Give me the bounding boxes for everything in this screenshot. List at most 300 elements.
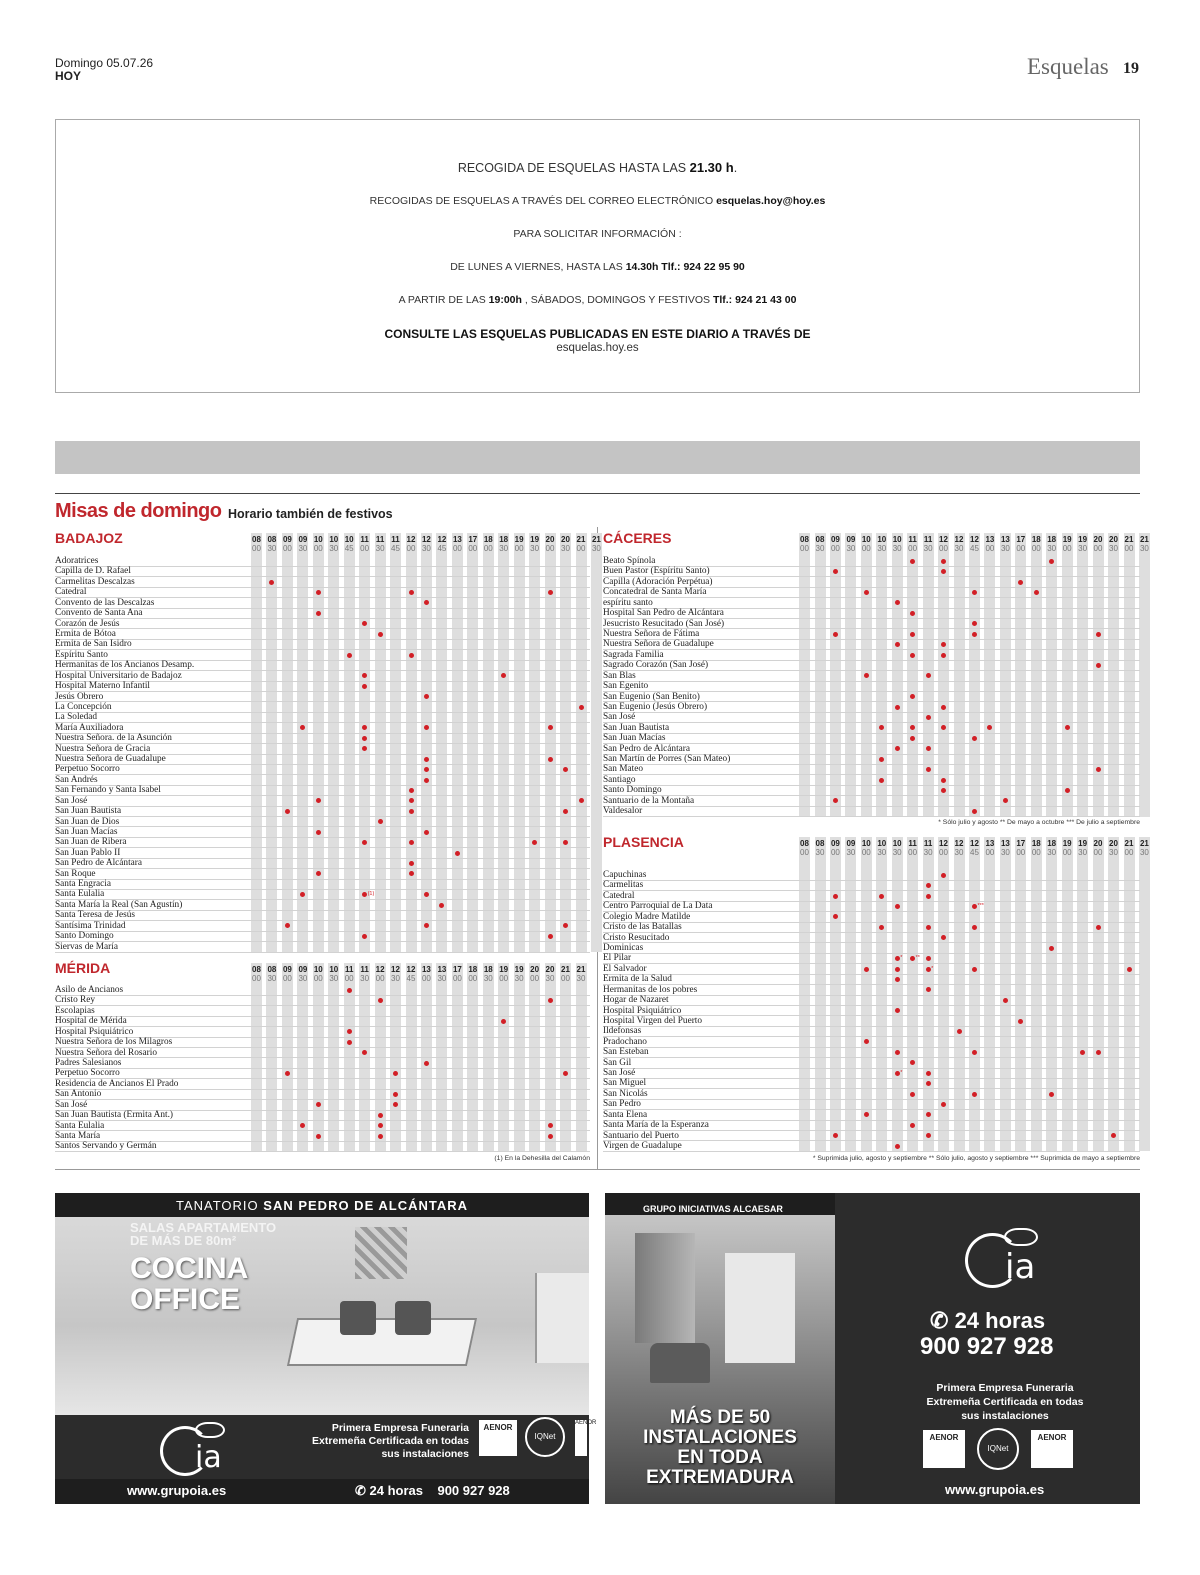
iqnet-badge: IQNet (525, 1417, 565, 1457)
hour-label: 10 (892, 535, 902, 544)
church-name: Santos Servando y Germán (55, 1141, 157, 1152)
mass-dot (895, 1050, 900, 1055)
ad-right-tagline: Primera Empresa Funeraria Extremeña Certificada en todas sus instalaciones (926, 1382, 1084, 1422)
minute-label: 00 (939, 544, 948, 553)
church-name: Convento de las Descalzas (55, 597, 155, 608)
mass-dot (972, 1050, 977, 1055)
church-name: Virgen de Guadalupe (603, 1140, 682, 1151)
mass-dot (409, 798, 414, 803)
mass-dot (926, 883, 931, 888)
church-name: Siervas de María (55, 941, 118, 952)
church-name: San Blas (603, 670, 636, 681)
page-number: 19 (1123, 60, 1139, 77)
hour-label: 12 (939, 839, 948, 848)
hour-label: 12 (954, 535, 964, 544)
row-line (55, 628, 590, 629)
minute-label: 00 (1016, 544, 1026, 553)
mass-dot (864, 590, 869, 595)
church-name: Santa María de la Esperanza (603, 1120, 709, 1131)
mass-dot (1049, 559, 1054, 564)
church-name: San Pedro de Alcántara (55, 858, 142, 869)
church-name: Santa Eulalia (55, 889, 105, 900)
minute-label: 45 (344, 544, 354, 553)
minute-label: 30 (1139, 544, 1149, 553)
row-line (55, 941, 590, 942)
mass-dot (895, 1008, 900, 1013)
mass-dot (1096, 767, 1101, 772)
church-name: San José (603, 712, 636, 723)
church-name: Convento de Santa Ana (55, 608, 143, 619)
mass-dot (269, 580, 274, 585)
hour-label: 21 (1124, 535, 1134, 544)
minute-label: 45 (406, 974, 416, 983)
minute-label: 00 (561, 974, 570, 983)
hour-label: 19 (1062, 839, 1072, 848)
minute-label: 30 (514, 974, 524, 983)
church-name: Perpetuo Socorro (55, 764, 120, 775)
church-name: Espíritu Santo (55, 649, 108, 660)
minute-label: 00 (452, 974, 462, 983)
church-name: Carmelitas (603, 880, 644, 891)
column-stripe (1139, 533, 1150, 817)
aenor-badge: AENOR (1031, 1430, 1073, 1468)
row-line (603, 722, 1140, 723)
row-line (55, 1026, 590, 1027)
row-line (603, 1036, 1140, 1037)
hour-label: 08 (800, 839, 809, 848)
minute-label: 30 (1109, 848, 1118, 857)
row-line (603, 1151, 1140, 1152)
church-name: San Nicolás (603, 1088, 648, 1099)
mass-dot (972, 736, 977, 741)
minute-label: 45 (970, 544, 979, 553)
minute-label: 00 (1093, 544, 1103, 553)
row-line (55, 722, 590, 723)
church-name: Cristo Resucitado (603, 932, 670, 943)
minute-label: 30 (483, 974, 493, 983)
row-line (603, 1078, 1140, 1079)
church-name: San Antonio (55, 1089, 102, 1100)
minute-label: 00 (576, 544, 586, 553)
church-name: Nuestra Señora. de la Asunción (55, 733, 172, 744)
church-name: Jesucristo Resucitado (San José) (603, 618, 725, 629)
minute-label: 30 (892, 848, 902, 857)
ad-left-headline: COCINA OFFICE (130, 1252, 249, 1316)
row-line (603, 953, 1140, 954)
hour-label: 10 (313, 535, 323, 544)
row-line (603, 816, 1140, 817)
mass-dot (926, 1133, 931, 1138)
hour-label: 12 (406, 535, 416, 544)
row-line (603, 1005, 1140, 1006)
info-box (55, 119, 1140, 393)
hour-label: 12 (970, 839, 979, 848)
mass-dot (833, 894, 838, 899)
hour-label: 11 (923, 535, 933, 544)
mass-dot (972, 590, 977, 595)
minute-label: 00 (468, 544, 478, 553)
table-footnote: * Suprimida julio, agosto y septiembre ** Sólo julio, agosto y septiembre *** Suprimida de mayo a septiembre (812, 1155, 1140, 1162)
church-name: San Juan de Ribera (55, 837, 127, 848)
mass-dot (1096, 632, 1101, 637)
mass-dot (316, 830, 321, 835)
minute-label: 00 (1031, 544, 1041, 553)
church-name: Buen Pastor (Espíritu Santo) (603, 566, 710, 577)
info-line-request: PARA SOLICITAR INFORMACIÓN : (513, 228, 682, 240)
church-name: Ildefonsas (603, 1026, 642, 1037)
aenor-badge: AENOR (575, 1420, 587, 1456)
mass-dot (347, 988, 352, 993)
minute-label: 00 (313, 974, 323, 983)
mass-dot (833, 632, 838, 637)
row-line (55, 837, 590, 838)
church-name: Sagrada Familia (603, 649, 664, 660)
info-line-weekdays: DE LUNES A VIERNES, HASTA LAS 14.30h Tlf.: 924 22 95 90 (450, 261, 745, 273)
church-name: Dominicas (603, 942, 644, 953)
church-name: Nuestra Señora de Guadalupe (603, 639, 714, 650)
church-name: Padres Salesianos (55, 1057, 122, 1068)
ad-left-url[interactable]: www.grupoia.es (127, 1483, 227, 1498)
minute-label: 30 (1000, 848, 1010, 857)
church-name: Catedral (603, 890, 635, 901)
minute-label: 00 (1093, 848, 1103, 857)
hour-label: 12 (437, 535, 447, 544)
minute-label: 00 (1031, 848, 1041, 857)
church-name: Santiago (603, 774, 636, 785)
hour-label: 20 (1109, 839, 1118, 848)
mass-dot (409, 788, 414, 793)
iqnet-badge: IQNet (977, 1428, 1019, 1470)
hour-label: 13 (985, 535, 995, 544)
mass-dot (972, 925, 977, 930)
hour-label: 17 (1016, 535, 1026, 544)
row-line (55, 1130, 590, 1131)
minute-label: 30 (298, 544, 308, 553)
row-line (55, 587, 590, 588)
mass-dot (864, 967, 869, 972)
row-line (55, 826, 590, 827)
mass-dot (1096, 1050, 1101, 1055)
minute-label: 00 (252, 974, 261, 983)
church-name: El Pilar (603, 953, 632, 964)
mass-dot (409, 590, 414, 595)
minute-label: 00 (483, 544, 493, 553)
minute-label: 45 (437, 544, 447, 553)
church-name: San Fernando y Santa Isabel (55, 785, 161, 796)
minute-label: 30 (561, 544, 570, 553)
ad-grupo-ia[interactable] (605, 1193, 1140, 1504)
city-title-2: CÁCERES (603, 530, 672, 546)
minute-label: 30 (375, 544, 385, 553)
church-name: Ermita de la Salud (603, 974, 672, 985)
ad-left-phone[interactable]: ✆ 24 horas 900 927 928 (355, 1483, 510, 1498)
minute-label: 30 (892, 544, 902, 553)
minute-label: 30 (298, 974, 308, 983)
mass-dot (926, 767, 931, 772)
mass-dot (926, 673, 931, 678)
hour-label: 20 (1093, 535, 1103, 544)
church-name: Carmelitas Descalzas (55, 576, 135, 587)
hour-label: 10 (877, 535, 887, 544)
row-line (603, 1057, 1140, 1058)
hour-label: 13 (452, 535, 462, 544)
mass-dot (316, 1134, 321, 1139)
minute-label: 00 (406, 544, 416, 553)
church-name: San Martín de Porres (San Mateo) (603, 754, 731, 764)
minute-label: 30 (877, 848, 887, 857)
church-name: Pradochano (603, 1036, 647, 1047)
mass-dot (895, 705, 900, 710)
hour-label: 08 (252, 965, 261, 974)
minute-label: 30 (267, 974, 277, 983)
mass-dot (409, 861, 414, 866)
church-name: Corazón de Jesús (55, 618, 120, 629)
mass-dot (910, 1123, 915, 1128)
row-line (55, 1099, 590, 1100)
rule (55, 1169, 1140, 1170)
mass-dot (1127, 967, 1132, 972)
hour-label: 11 (360, 535, 369, 544)
church-name: Santa Elena (603, 1109, 648, 1120)
mass-dot (548, 757, 553, 762)
minute-label: 30 (545, 974, 555, 983)
mass-dot (926, 925, 931, 930)
minute-label: 30 (1078, 544, 1088, 553)
row-line (55, 1005, 590, 1006)
mass-dot (972, 809, 977, 814)
mass-dot (941, 873, 946, 878)
mass-dot (424, 778, 429, 783)
hour-label: 21 (576, 965, 586, 974)
church-name: Nuestra Señora de Fátima (603, 628, 700, 639)
hour-label: 10 (329, 535, 339, 544)
church-name: Cristo Rey (55, 995, 96, 1006)
row-line (55, 952, 590, 953)
minute-label: 00 (545, 544, 555, 553)
mass-dot (424, 892, 429, 897)
phone-icon: ✆ (930, 1308, 949, 1333)
minute-label: 30 (329, 544, 339, 553)
church-name: San Pedro de Alcántara (603, 743, 690, 754)
minute-label: 00 (468, 974, 478, 983)
church-name: San Gil (603, 1057, 632, 1068)
row-line (55, 576, 590, 577)
row-line (55, 774, 590, 775)
hour-label: 09 (282, 965, 292, 974)
church-name: Beato Spínola (603, 556, 656, 566)
hour-label: 08 (800, 535, 809, 544)
hour-label: 13 (1000, 535, 1010, 544)
ad-left-promo: SALAS APARTAMENTO DE MÁS DE 80m² (130, 1220, 277, 1248)
row-line (603, 785, 1140, 786)
hour-label: 19 (499, 965, 509, 974)
hour-label: 09 (846, 535, 856, 544)
church-name: Santa María la Real (San Agustín) (55, 899, 183, 910)
mass-dot (316, 590, 321, 595)
mass-dot (1049, 1092, 1054, 1097)
hour-label: 08 (267, 965, 277, 974)
header-publication: HOY (55, 69, 82, 83)
mass-dot (285, 1071, 290, 1076)
church-name: Nuestra Señora de Guadalupe (55, 754, 166, 764)
hour-label: 17 (452, 965, 462, 974)
mass-dot (895, 955, 903, 962)
hour-label: 18 (499, 535, 509, 544)
minute-label: 30 (1139, 848, 1149, 857)
mass-note-mark: ** (915, 955, 920, 962)
ad-tanatorio[interactable] (55, 1193, 597, 1504)
mass-dot (926, 965, 934, 972)
mass-dot (926, 746, 931, 751)
church-name: Centro Parroquial de La Data (603, 901, 713, 912)
minute-label: 00 (344, 974, 354, 983)
minute-label: 30 (591, 544, 601, 553)
row-line (55, 995, 590, 996)
minute-label: 00 (452, 544, 462, 553)
mass-dot (957, 1029, 962, 1034)
mass-dot (910, 611, 915, 616)
mass-dot (378, 1123, 383, 1128)
minute-label: 30 (954, 544, 964, 553)
church-name: Sagrado Corazón (San José) (603, 660, 709, 671)
mass-note-mark: *** (977, 903, 984, 910)
column-stripe (1139, 837, 1150, 1151)
hour-label: 11 (391, 535, 400, 544)
hour-label: 20 (545, 965, 555, 974)
church-name: San Juan Macías (603, 733, 666, 744)
row-line (603, 774, 1140, 775)
hour-label: 19 (514, 535, 524, 544)
gray-banner (55, 441, 1140, 474)
mass-dot (926, 987, 931, 992)
minute-label: 00 (985, 544, 995, 553)
row-line (55, 639, 590, 640)
row-line (603, 1140, 1140, 1141)
hour-label: 20 (1109, 535, 1118, 544)
minute-label: 00 (1124, 848, 1134, 857)
hour-label: 18 (1031, 839, 1041, 848)
minute-label: 30 (360, 974, 370, 983)
mass-dot (1018, 580, 1023, 585)
mass-dot (941, 559, 946, 564)
hour-label: 13 (1000, 839, 1010, 848)
church-name: Hospital Virgen del Puerto (603, 1015, 703, 1026)
mass-dot (347, 653, 352, 658)
mass-dot (926, 1081, 931, 1086)
mass-dot (1096, 925, 1101, 930)
minute-label: 30 (815, 848, 825, 857)
mass-note-mark: * (900, 955, 903, 962)
church-name: Cristo de las Batallas (603, 922, 682, 933)
minute-label: 30 (1047, 544, 1057, 553)
church-name: Santo Domingo (55, 931, 114, 942)
hour-label: 11 (375, 535, 385, 544)
mass-note-mark: * (900, 1070, 903, 1076)
mass-dot (409, 871, 414, 876)
hour-label: 08 (252, 535, 261, 544)
church-name: Santuario del Puerto (603, 1130, 679, 1141)
church-name: Santo Domingo (603, 785, 662, 796)
mass-dot (941, 705, 946, 710)
church-name: Ermita de San Isidro (55, 639, 132, 650)
church-name: San Juan Macías (55, 826, 118, 837)
mass-dot (1049, 946, 1054, 951)
ad-right-phone[interactable]: 900 927 928 (920, 1333, 1054, 1360)
church-name: San Eugenio (San Benito) (603, 691, 700, 702)
church-name: Santa María (55, 1130, 101, 1141)
minute-label: 30 (499, 544, 509, 553)
minute-label: 30 (391, 974, 400, 983)
ad-right-url[interactable]: www.grupoia.es (945, 1482, 1045, 1497)
mass-dot (895, 1070, 903, 1076)
hour-label: 13 (437, 965, 447, 974)
info-line-website[interactable]: esquelas.hoy.es (556, 342, 639, 354)
hour-label: 11 (923, 839, 933, 848)
minute-label: 30 (1078, 848, 1088, 857)
church-name: San Esteban (603, 1047, 649, 1058)
mass-dot (926, 956, 931, 961)
hour-label: 12 (375, 965, 385, 974)
row-line (603, 1099, 1140, 1100)
mass-dot (579, 705, 584, 710)
misas-subtitle: Horario también de festivos (228, 507, 393, 521)
hour-label: 21 (591, 535, 601, 544)
mass-dot (285, 809, 290, 814)
minute-label: 00 (375, 974, 385, 983)
hour-label: 18 (483, 535, 493, 544)
hour-label: 20 (545, 535, 555, 544)
mass-dot (424, 830, 429, 835)
row-line (55, 806, 590, 807)
church-name: Capilla (Adoración Perpétua) (603, 576, 713, 587)
minute-label: 00 (861, 848, 871, 857)
hour-label: 21 (1139, 839, 1149, 848)
mass-dot (378, 998, 383, 1003)
minute-label: 00 (360, 544, 370, 553)
church-name: Hermanitas de los Ancianos Desamp. (55, 660, 195, 671)
row-line (55, 889, 590, 890)
church-name: Perpetuo Socorro (55, 1068, 120, 1079)
mass-dot (1034, 590, 1039, 595)
mass-dot (548, 725, 553, 730)
church-name: Residencia de Ancianos El Prado (55, 1078, 179, 1089)
hour-label: 13 (985, 839, 995, 848)
phone-icon: ✆ (355, 1483, 366, 1498)
hour-label: 09 (298, 965, 308, 974)
ad-left-header: TANATORIO SAN PEDRO DE ALCÁNTARA (175, 1198, 469, 1213)
hour-label: 21 (1124, 839, 1134, 848)
church-name: San Egenito (603, 681, 649, 691)
church-name: San Juan Bautista (55, 806, 122, 817)
minute-label: 30 (1047, 848, 1057, 857)
city-title-3: PLASENCIA (603, 834, 684, 850)
church-name: Capuchinas (603, 870, 647, 880)
minute-label: 00 (282, 974, 292, 983)
mass-dot (910, 653, 915, 658)
mass-dot (393, 1092, 398, 1097)
church-name: San Andrés (55, 774, 98, 785)
mass-dot (972, 967, 977, 972)
church-name: Santa Engracia (55, 879, 112, 889)
minute-label: 30 (437, 974, 447, 983)
email-link[interactable]: esquelas.hoy@hoy.es (716, 195, 826, 207)
church-name: Colegio Madre Matilde (603, 911, 691, 922)
hour-label: 10 (892, 839, 902, 848)
church-name: Jesús Obrero (55, 691, 104, 702)
mass-dot (972, 904, 977, 909)
ad-left-tagline: Primera Empresa Funeraria Extremeña Certificada en todas sus instalaciones (312, 1422, 469, 1460)
hour-label: 11 (344, 965, 354, 974)
